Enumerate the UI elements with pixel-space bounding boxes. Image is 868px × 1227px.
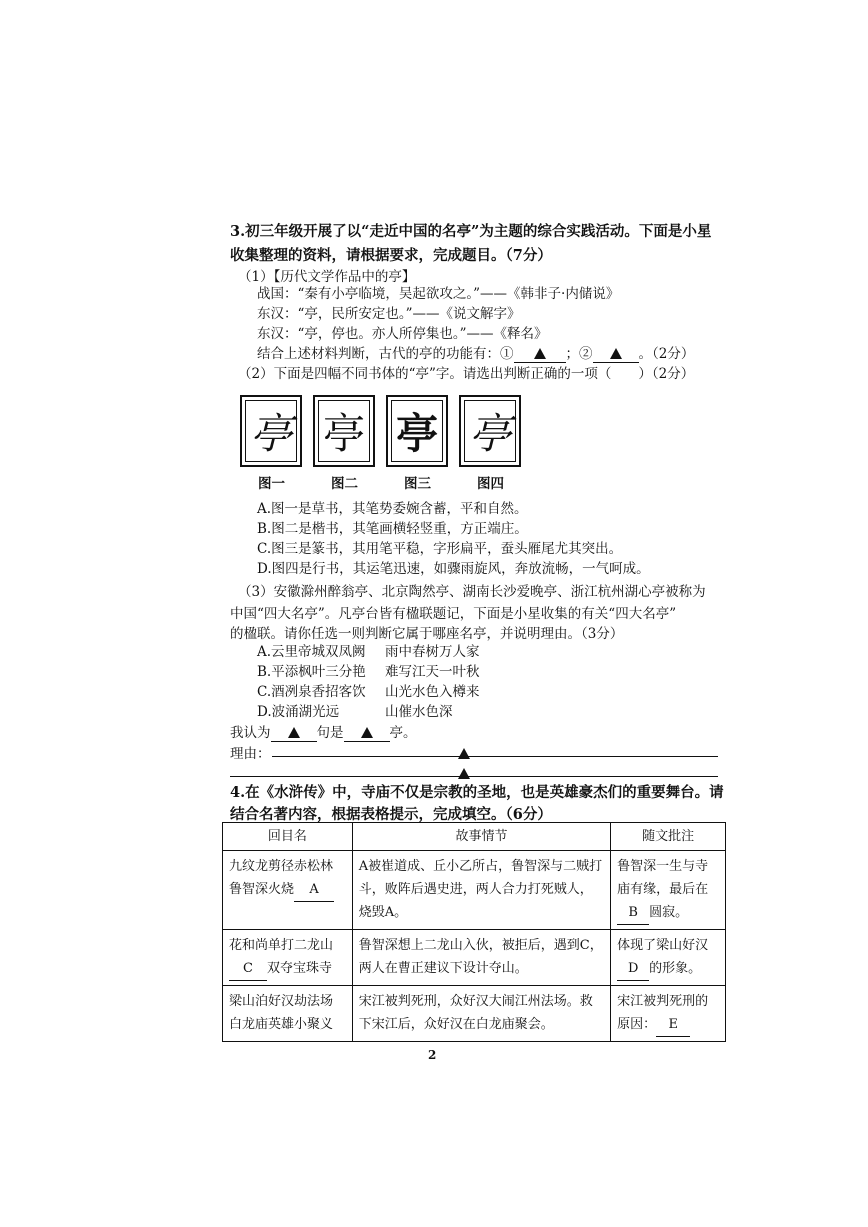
blank-d[interactable]: D [617, 957, 649, 981]
caption-4: 图四 [477, 476, 504, 492]
answer-blank-1[interactable] [514, 346, 566, 363]
row1-title-line2 [229, 878, 346, 902]
table-header-row [223, 823, 726, 851]
triangle-icon [534, 348, 546, 359]
q3-part3-line1: （3）安徽滁州醉翁亭、北京陶然亭、湖南长沙爱晚亭、浙江杭州湖心亭被称为 [238, 584, 706, 600]
pavilion-name-blank[interactable] [344, 725, 390, 742]
row1-title-line1: 九纹龙剪径赤松林 [229, 859, 334, 874]
couplet-choice-blank[interactable] [271, 725, 317, 742]
option-b: B.图二是楷书，其笔画横轻竖重，方正端庄。 [257, 521, 528, 537]
quote-2: 东汉：“亭，民所安定也。”——《说文解字》 [257, 306, 521, 322]
table-row [223, 986, 726, 1042]
table-row [223, 930, 726, 986]
calligraphy-box-1 [240, 395, 302, 467]
row2-note-text: 体现了梁山好汉 [617, 938, 709, 953]
couplet-a-right: 雨中春树万人家 [385, 644, 480, 660]
blank-b[interactable]: B [617, 901, 649, 925]
caption-2: 图二 [331, 476, 358, 492]
couplet-b-right: 难写江天一叶秋 [385, 664, 480, 680]
row3-title [223, 986, 353, 1042]
row3-title-line1: 梁山泊好汉劫法场 [229, 994, 334, 1009]
row1-plot: A被崔道成、丘小乙所占，鲁智深与二贼打斗，败阵后遇史进，两人合力打死贼人，烧毁A。 [352, 851, 610, 930]
row2-note-end: 的形象。 [649, 961, 702, 976]
reason-line-1[interactable] [272, 756, 718, 757]
calligraphy-glyph: 亭 [322, 409, 365, 458]
blank-e[interactable]: E [656, 1013, 690, 1037]
row1-title-text: 鲁智深火烧 [229, 882, 295, 897]
row2-title-line1: 花和尚单打二龙山 [229, 938, 334, 953]
header-notes: 随文批注 [611, 823, 726, 851]
reason-line-2[interactable] [230, 776, 718, 777]
calligraphy-glyph: 亭 [249, 409, 292, 458]
table-row [223, 851, 726, 930]
blank-c[interactable]: C [229, 957, 267, 981]
couplet-d-left: D.波涌湖光远 [257, 704, 340, 720]
answer-mid: 句是 [316, 725, 344, 741]
row3-title-line2: 白龙庙英雄小聚义 [229, 1017, 334, 1032]
calligraphy-box-2 [313, 395, 375, 467]
calligraphy-box-3 [386, 395, 448, 467]
row2-title-text: 双夺宝珠寺 [267, 961, 333, 976]
triangle-icon [361, 727, 373, 738]
row3-plot: 宋江被判死刑，众好汉大闹江州法场。救下宋江后，众好汉在白龙庙聚会。 [352, 986, 610, 1042]
q3-part2-text: （2）下面是四幅不同书体的“亭”字。请选出判断正确的一项（ ）（2分） [238, 366, 695, 382]
answer-line [230, 721, 417, 742]
triangle-icon [458, 743, 470, 762]
row1-note-text: 鲁智深一生与寺庙有缘，最后在 [617, 859, 709, 897]
couplet-c-right: 山光水色入樽来 [385, 684, 480, 700]
q4-intro-line1: 4.在《水浒传》中，寺庙不仅是宗教的圣地，也是英雄豪杰们的重要舞台。请 [230, 784, 724, 801]
couplet-a-left: A.云里帝城双凤阙 [257, 644, 366, 660]
caption-1: 图一 [258, 476, 285, 492]
couplet-c-left: C.酒冽泉香招客饮 [257, 684, 366, 700]
q3-part3-line3: 的楹联。请你任选一则判断它属于哪座名亭，并说明理由。（3分） [230, 626, 624, 642]
judge-text: 结合上述材料判断，古代的亭的功能有：① [257, 346, 514, 362]
row2-note-line2 [617, 957, 719, 981]
judge-mid: ；② [565, 346, 593, 362]
row2-plot: 鲁智深想上二龙山入伙，被拒后，遇到C，两人在曹正建议下设计夺山。 [352, 930, 610, 986]
page-number: 2 [428, 1048, 437, 1062]
row2-title [223, 930, 353, 986]
header-chapter-title: 回目名 [223, 823, 353, 851]
q3-part1-header: （1）【历代文学作品中的亭】 [238, 269, 416, 285]
option-c: C.图三是篆书，其用笔平稳，字形扁平，蚕头雁尾尤其突出。 [257, 541, 623, 557]
couplet-d-right: 山催水色深 [385, 704, 453, 720]
row2-title-line2 [229, 957, 346, 981]
triangle-icon [610, 348, 622, 359]
judge-line [257, 342, 694, 363]
calligraphy-glyph: 亭 [395, 409, 438, 458]
answer-suffix: 亭。 [389, 725, 417, 741]
q3-part3-line2: 中国“四大名亭”。凡亭台皆有楹联题记，下面是小星收集的有关“四大名亭” [230, 606, 677, 622]
triangle-icon [288, 727, 300, 738]
quote-1: 战国：“秦有小亭临境，吴起欲攻之。”——《韩非子·内储说》 [257, 286, 620, 302]
calligraphy-box-4 [459, 395, 521, 467]
row2-note [611, 930, 726, 986]
caption-3: 图三 [404, 476, 431, 492]
reason-label: 理由： [230, 746, 271, 762]
row1-title [223, 851, 353, 930]
calligraphy-glyph: 亭 [468, 409, 511, 458]
option-d: D.图四是行书，其运笔迅速，如骤雨旋风，奔放流畅，一气呵成。 [257, 561, 650, 577]
option-a: A.图一是草书，其笔势委婉含蓄，平和自然。 [257, 501, 528, 517]
couplet-b-left: B.平添枫叶三分艳 [257, 664, 366, 680]
triangle-icon [458, 763, 470, 782]
row3-note [611, 986, 726, 1042]
answer-prefix: 我认为 [230, 725, 271, 741]
row3-note-text: 宋江被判死刑的原因： [617, 994, 709, 1032]
judge-end: 。（2分） [638, 346, 695, 362]
q4-intro-line2: 结合名著内容，根据表格提示，完成填空。（6分） [230, 806, 552, 823]
q3-intro-line1: 3.初三年级开展了以“走近中国的名亭”为主题的综合实践活动。下面是小星 [230, 223, 712, 240]
header-plot: 故事情节 [352, 823, 610, 851]
q3-intro-line2: 收集整理的资料，请根据要求，完成题目。（7分） [230, 247, 552, 264]
quote-3: 东汉：“亭，停也。亦人所停集也。”——《释名》 [257, 326, 548, 342]
row1-note-end: 圆寂。 [649, 905, 689, 920]
water-margin-table [222, 822, 726, 1042]
blank-a[interactable]: A [294, 878, 334, 902]
row1-note [611, 851, 726, 930]
answer-blank-2[interactable] [593, 346, 639, 363]
